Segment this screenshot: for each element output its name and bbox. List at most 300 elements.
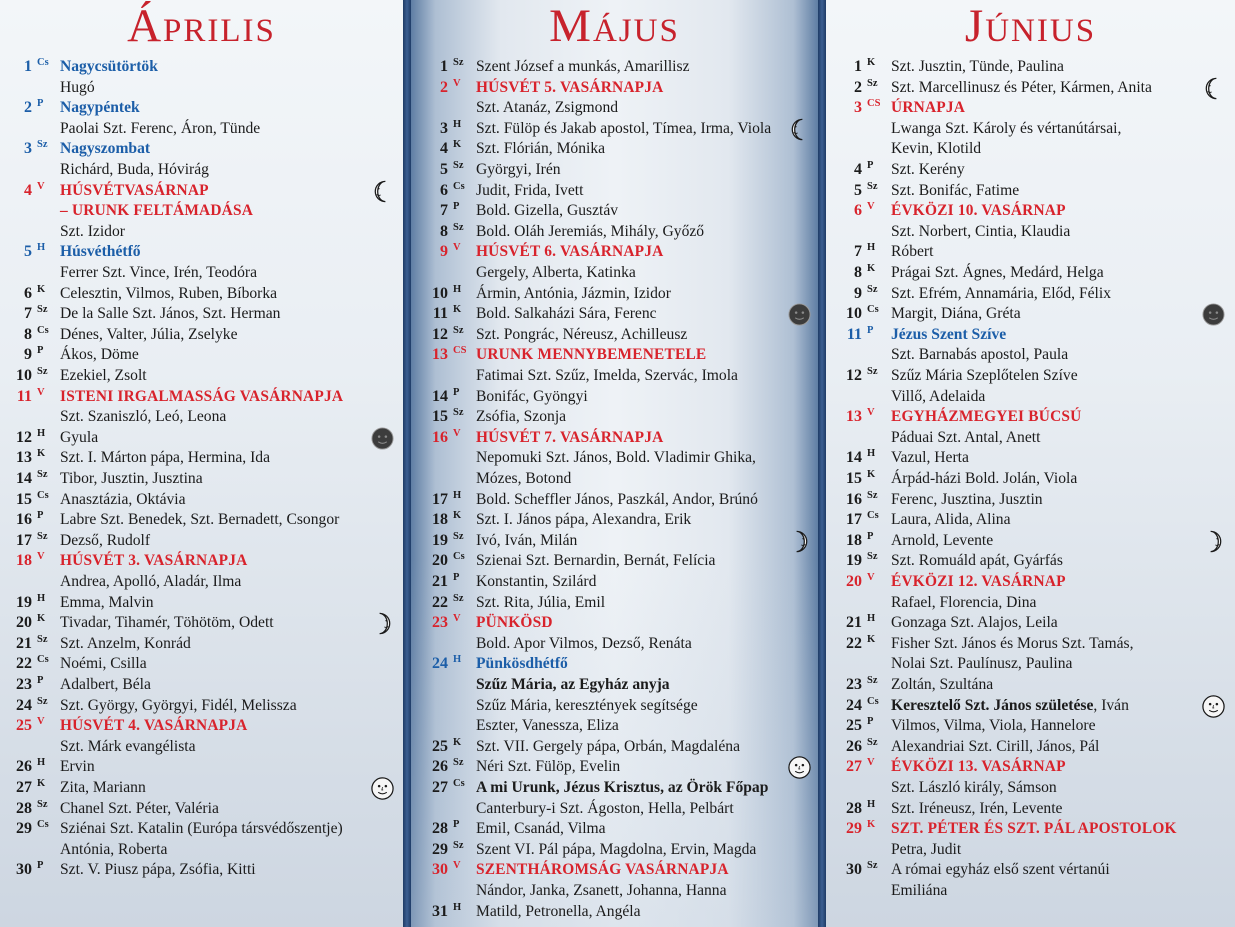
name-day-text bbox=[60, 469, 203, 490]
name-day-text bbox=[476, 160, 561, 181]
day-number: 17 bbox=[846, 511, 862, 529]
day-row-junius-25 bbox=[826, 716, 1235, 737]
feast-title bbox=[476, 613, 553, 634]
entry-text: Bold. Salkaházi Sára, Ferenc bbox=[476, 305, 657, 323]
day-number: 29 bbox=[432, 840, 448, 858]
entry-text: De la Salle Szt. János, Szt. Herman bbox=[60, 305, 281, 323]
day-number: 20 bbox=[846, 573, 862, 590]
entry-text: Szt. László király, Sámson bbox=[891, 779, 1057, 796]
name-day-text bbox=[60, 284, 277, 305]
day-row-majus-15 bbox=[411, 407, 818, 428]
weekday-abbreviation: Sz bbox=[867, 366, 878, 377]
weekday-abbreviation: K bbox=[37, 448, 46, 460]
entry-text: Arnold, Levente bbox=[891, 531, 994, 549]
day-row-continuation bbox=[826, 139, 1235, 160]
day-number: 27 bbox=[432, 779, 448, 796]
name-day-text bbox=[891, 139, 981, 160]
entry-text: Nolai Szt. Paulínusz, Paulina bbox=[891, 655, 1073, 673]
weekday-abbreviation: P bbox=[37, 345, 44, 357]
weekday-abbreviation: Sz bbox=[37, 469, 48, 480]
day-number: 14 bbox=[16, 470, 32, 487]
day-row-majus-31 bbox=[411, 902, 818, 923]
weekday-abbreviation: H bbox=[453, 118, 462, 130]
weekday-abbreviation: P bbox=[867, 160, 874, 171]
weekday-abbreviation: Sz bbox=[453, 324, 464, 336]
day-row-junius-3 bbox=[826, 98, 1235, 119]
day-number: 5 bbox=[440, 161, 448, 178]
day-row-junius-9 bbox=[826, 284, 1235, 305]
column-divider bbox=[818, 0, 826, 927]
day-number: 14 bbox=[846, 449, 862, 467]
weekday-abbreviation: CS bbox=[453, 345, 467, 357]
name-day-text bbox=[891, 263, 1104, 284]
entry-text: Gergely, Alberta, Katinka bbox=[476, 264, 636, 281]
entry-text: Paolai Szt. Ferenc, Áron, Tünde bbox=[60, 119, 261, 137]
day-number: 4 bbox=[854, 161, 862, 178]
entry-text: Szt. I. Márton pápa, Hermina, Ida bbox=[60, 449, 271, 467]
day-number: 3 bbox=[440, 119, 448, 137]
entry-text: Nagypéntek bbox=[60, 99, 140, 117]
name-day-text bbox=[476, 263, 636, 284]
day-number: 22 bbox=[846, 634, 862, 652]
day-number: 20 bbox=[16, 614, 32, 632]
day-row-majus-30 bbox=[411, 860, 818, 881]
name-day-text bbox=[476, 778, 768, 799]
feast-day-name bbox=[891, 325, 1006, 346]
day-row-majus-23 bbox=[411, 613, 818, 634]
day-row-majus-10 bbox=[411, 284, 818, 305]
weekday-abbreviation: K bbox=[867, 57, 876, 68]
entry-text: Szt. György, Györgyi, Fidél, Melissza bbox=[60, 696, 297, 714]
weekday-abbreviation: Sz bbox=[453, 839, 464, 851]
weekday-abbreviation: Sz bbox=[37, 139, 48, 151]
day-row-continuation bbox=[826, 593, 1235, 614]
entry-text: Szt. Rita, Júlia, Emil bbox=[476, 593, 606, 611]
feast-title bbox=[891, 201, 1066, 222]
day-number: 21 bbox=[432, 573, 448, 590]
weekday-abbreviation: K bbox=[37, 778, 46, 789]
feast-title bbox=[891, 407, 1081, 428]
day-row-continuation bbox=[826, 387, 1235, 408]
entry-text: ÉVKÖZI 13. VASÁRNAP bbox=[891, 758, 1066, 776]
day-number: 5 bbox=[24, 243, 32, 261]
name-day-text bbox=[476, 881, 727, 902]
name-day-text bbox=[60, 819, 343, 840]
entry-text: Mózes, Botond bbox=[476, 470, 572, 487]
entry-text: Dénes, Valter, Júlia, Zselyke bbox=[60, 325, 238, 343]
weekday-abbreviation: Cs bbox=[37, 57, 49, 68]
name-day-text bbox=[891, 675, 993, 696]
day-row-aprilis-19 bbox=[0, 593, 403, 614]
day-row-aprilis-29 bbox=[0, 819, 403, 840]
day-row-aprilis-26 bbox=[0, 757, 403, 778]
name-day-text bbox=[891, 613, 1058, 634]
day-row-majus-17 bbox=[411, 490, 818, 511]
name-day-text bbox=[60, 696, 297, 717]
weekday-abbreviation: P bbox=[867, 716, 874, 728]
name-day-text bbox=[891, 119, 1121, 140]
weekday-abbreviation: Sz bbox=[867, 860, 878, 872]
name-day-text bbox=[891, 634, 1133, 655]
day-number: 23 bbox=[846, 676, 862, 693]
entry-text: Ákos, Döme bbox=[60, 346, 139, 364]
name-day-text bbox=[891, 593, 1036, 614]
name-day-text bbox=[60, 407, 226, 428]
day-number: 6 bbox=[440, 181, 448, 199]
entry-text: Szt. Norbert, Cintia, Klaudia bbox=[891, 222, 1071, 240]
day-row-majus-2 bbox=[411, 78, 818, 99]
weekday-abbreviation: H bbox=[37, 427, 46, 439]
entry-text: HÚSVÉT 4. VASÁRNAPJA bbox=[60, 717, 248, 735]
entry-text: HÚSVÉT 3. VASÁRNAPJA bbox=[60, 552, 248, 570]
name-day-text bbox=[476, 119, 771, 140]
weekday-abbreviation: Cs bbox=[37, 324, 49, 336]
month-title-april: Április bbox=[127, 0, 276, 52]
day-row-continuation bbox=[411, 696, 818, 717]
name-day-text bbox=[891, 716, 1096, 737]
day-row-junius-2 bbox=[826, 78, 1235, 99]
name-day-text bbox=[476, 469, 571, 490]
weekday-abbreviation: V bbox=[37, 716, 45, 728]
entry-text: Antónia, Roberta bbox=[60, 840, 168, 858]
weekday-abbreviation: Sz bbox=[867, 180, 878, 192]
entry-text: Jézus Szent Szíve bbox=[891, 325, 1007, 343]
entry-text: Húsvéthétfő bbox=[60, 243, 141, 261]
day-row-aprilis-12 bbox=[0, 428, 403, 449]
entry-text: Nepomuki Szt. János, Bold. Vladimir Ghika, bbox=[476, 449, 756, 467]
day-number: 27 bbox=[846, 758, 862, 776]
weekday-abbreviation: V bbox=[453, 613, 461, 625]
entry-text: Szűz Mária, az Egyház anyja bbox=[476, 676, 670, 693]
entry-text: Szent VI. Pál pápa, Magdolna, Ervin, Magda bbox=[476, 840, 757, 858]
name-day-text bbox=[60, 119, 260, 140]
day-number: 12 bbox=[432, 325, 448, 343]
weekday-abbreviation: Cs bbox=[37, 654, 49, 666]
day-number: 26 bbox=[432, 758, 448, 776]
day-row-majus-28 bbox=[411, 819, 818, 840]
name-day-text bbox=[891, 778, 1057, 799]
day-row-aprilis-16 bbox=[0, 510, 403, 531]
entry-text: – URUNK FELTÁMADÁSA bbox=[60, 202, 254, 220]
entry-text: Szt. Atanáz, Zsigmond bbox=[476, 99, 619, 117]
weekday-abbreviation: K bbox=[867, 633, 876, 645]
day-number: 30 bbox=[846, 861, 862, 879]
day-number: 15 bbox=[16, 490, 32, 508]
name-day-text bbox=[476, 304, 657, 325]
entry-text: Villő, Adelaida bbox=[891, 387, 986, 405]
feast-title bbox=[60, 387, 343, 408]
entry-text: Alexandriai Szt. Cirill, János, Pál bbox=[891, 737, 1100, 755]
entry-text: Páduai Szt. Antal, Anett bbox=[891, 428, 1041, 446]
day-row-aprilis-9 bbox=[0, 345, 403, 366]
weekday-abbreviation: H bbox=[867, 242, 876, 254]
day-row-continuation bbox=[826, 840, 1235, 861]
last-quarter-moon-icon bbox=[370, 179, 395, 204]
weekday-abbreviation: V bbox=[453, 77, 461, 89]
day-row-majus-14 bbox=[411, 387, 818, 408]
weekday-abbreviation: V bbox=[37, 386, 45, 398]
day-row-junius-8 bbox=[826, 263, 1235, 284]
name-day-text bbox=[60, 222, 125, 243]
name-day-text bbox=[891, 222, 1070, 243]
name-day-text bbox=[891, 242, 933, 263]
entry-text: Kevin, Klotild bbox=[891, 140, 982, 158]
day-row-aprilis-20 bbox=[0, 613, 403, 634]
day-number: 24 bbox=[16, 696, 32, 714]
weekday-abbreviation: Cs bbox=[453, 180, 465, 192]
full-moon-icon bbox=[787, 755, 812, 780]
day-row-majus-26 bbox=[411, 757, 818, 778]
day-row-majus-13 bbox=[411, 345, 818, 366]
weekday-abbreviation: Sz bbox=[453, 221, 464, 233]
weekday-abbreviation: P bbox=[453, 386, 460, 398]
new-moon-icon bbox=[1201, 302, 1226, 327]
day-row-aprilis-22 bbox=[0, 654, 403, 675]
day-row-majus-27 bbox=[411, 778, 818, 799]
name-day-text bbox=[891, 160, 965, 181]
name-day-text bbox=[476, 572, 596, 593]
month-column-may bbox=[411, 0, 818, 927]
weekday-abbreviation: Sz bbox=[867, 736, 878, 748]
entry-text: EGYHÁZMEGYEI BÚCSÚ bbox=[891, 408, 1082, 426]
day-number: 24 bbox=[432, 655, 448, 673]
feast-title bbox=[476, 242, 663, 263]
entry-text: Anasztázia, Oktávia bbox=[60, 490, 186, 508]
entry-text: PÜNKÖSD bbox=[476, 614, 553, 632]
day-number: 13 bbox=[16, 449, 32, 467]
day-row-aprilis-21 bbox=[0, 634, 403, 655]
name-day-text bbox=[60, 860, 256, 881]
day-row-junius-5 bbox=[826, 181, 1235, 202]
day-row-continuation bbox=[0, 737, 403, 758]
weekday-abbreviation: H bbox=[37, 242, 46, 254]
day-row-majus-12 bbox=[411, 325, 818, 346]
name-day-text bbox=[60, 737, 196, 758]
entry-text: A mi Urunk, Jézus Krisztus, az Örök Főpap bbox=[476, 779, 769, 796]
month-column-june bbox=[826, 0, 1235, 927]
day-number: 25 bbox=[846, 717, 862, 735]
day-number: 27 bbox=[16, 779, 32, 796]
weekday-abbreviation: K bbox=[453, 304, 462, 316]
entry-text: Matild, Petronella, Angéla bbox=[476, 902, 641, 920]
name-day-text bbox=[60, 448, 270, 469]
day-number: 6 bbox=[854, 202, 862, 220]
day-row-aprilis-4 bbox=[0, 181, 403, 202]
name-day-text bbox=[60, 531, 150, 552]
day-row-majus-6 bbox=[411, 181, 818, 202]
day-number: 1 bbox=[854, 58, 862, 75]
day-number: 19 bbox=[16, 593, 32, 611]
weekday-abbreviation: V bbox=[867, 407, 875, 419]
day-number: 24 bbox=[846, 696, 862, 714]
weekday-abbreviation: Sz bbox=[867, 551, 878, 563]
entry-text: ISTENI IRGALMASSÁG VASÁRNAPJA bbox=[60, 387, 344, 405]
weekday-abbreviation: H bbox=[37, 757, 46, 769]
name-day-text bbox=[60, 78, 95, 99]
day-row-majus-20 bbox=[411, 551, 818, 572]
full-moon-icon bbox=[370, 776, 395, 801]
entry-text: Judit, Frida, Ivett bbox=[476, 181, 584, 199]
name-day-text bbox=[476, 510, 691, 531]
weekday-abbreviation: P bbox=[37, 675, 44, 686]
weekday-abbreviation: K bbox=[453, 510, 462, 522]
entry-text: Prágai Szt. Ágnes, Medárd, Helga bbox=[891, 264, 1104, 281]
weekday-abbreviation: Sz bbox=[37, 633, 48, 645]
feast-title bbox=[476, 345, 706, 366]
entry-text: Emiliána bbox=[891, 882, 948, 899]
day-number: 30 bbox=[16, 861, 32, 879]
day-number: 25 bbox=[432, 737, 448, 755]
day-row-continuation bbox=[826, 778, 1235, 799]
day-number: 25 bbox=[16, 717, 32, 735]
entry-text: Szt. Barnabás apostol, Paula bbox=[891, 346, 1069, 364]
first-quarter-moon-icon bbox=[370, 611, 395, 636]
day-row-continuation bbox=[411, 634, 818, 655]
entry-text: Györgyi, Irén bbox=[476, 161, 561, 178]
new-moon-icon bbox=[787, 302, 812, 327]
day-number: 14 bbox=[432, 387, 448, 405]
name-day-text bbox=[60, 325, 238, 346]
name-day-text bbox=[476, 222, 704, 243]
weekday-abbreviation: Sz bbox=[453, 160, 464, 171]
weekday-abbreviation: Cs bbox=[453, 551, 465, 563]
day-row-junius-22 bbox=[826, 634, 1235, 655]
feast-title bbox=[60, 201, 253, 222]
weekday-abbreviation: Sz bbox=[453, 57, 464, 68]
day-number: 18 bbox=[16, 552, 32, 570]
name-day-text bbox=[476, 201, 618, 222]
name-day-text bbox=[60, 840, 167, 861]
weekday-abbreviation: CS bbox=[867, 98, 881, 110]
entry-text: Fatimai Szt. Szűz, Imelda, Szervác, Imola bbox=[476, 367, 738, 384]
day-number: 16 bbox=[16, 511, 32, 529]
entry-text: Bold. Gizella, Gusztáv bbox=[476, 202, 619, 220]
day-row-junius-11 bbox=[826, 325, 1235, 346]
day-number: 2 bbox=[24, 99, 32, 117]
day-number: 15 bbox=[846, 470, 862, 487]
weekday-abbreviation: Sz bbox=[867, 283, 878, 295]
day-row-aprilis-24 bbox=[0, 696, 403, 717]
entry-text: Zsófia, Szonja bbox=[476, 408, 567, 426]
day-row-junius-7 bbox=[826, 242, 1235, 263]
feast-title bbox=[60, 551, 247, 572]
weekday-abbreviation: V bbox=[867, 572, 875, 583]
day-row-majus-16 bbox=[411, 428, 818, 449]
day-number: 3 bbox=[24, 140, 32, 158]
name-day-text bbox=[60, 778, 146, 799]
entry-text: Szt. Márk evangélista bbox=[60, 737, 196, 755]
day-row-continuation bbox=[0, 407, 403, 428]
weekday-abbreviation: Sz bbox=[453, 530, 464, 542]
name-day-text bbox=[891, 696, 1129, 717]
name-day-text bbox=[476, 181, 583, 202]
day-row-continuation bbox=[411, 469, 818, 490]
name-day-text bbox=[476, 387, 588, 408]
name-day-text bbox=[891, 737, 1099, 758]
day-row-continuation bbox=[0, 160, 403, 181]
feast-day-name bbox=[60, 57, 158, 78]
name-day-text bbox=[60, 304, 280, 325]
day-number: 3 bbox=[854, 99, 862, 117]
day-row-majus-21 bbox=[411, 572, 818, 593]
entry-text: Szt. Bonifác, Fatime bbox=[891, 181, 1020, 199]
name-day-text bbox=[476, 551, 715, 572]
entry-text: Nándor, Janka, Zsanett, Johanna, Hanna bbox=[476, 882, 727, 899]
name-day-text bbox=[60, 613, 274, 634]
entry-text: Szt. I. János pápa, Alexandra, Erik bbox=[476, 511, 692, 529]
day-row-aprilis-28 bbox=[0, 799, 403, 820]
entry-text: HÚSVÉT 5. VASÁRNAPJA bbox=[476, 78, 664, 96]
name-day-text bbox=[891, 78, 1152, 99]
day-number: 8 bbox=[854, 264, 862, 281]
name-day-text bbox=[60, 160, 209, 181]
day-number: 21 bbox=[846, 614, 862, 632]
weekday-abbreviation: K bbox=[37, 613, 46, 625]
day-number: 26 bbox=[846, 737, 862, 755]
day-number: 11 bbox=[846, 325, 862, 343]
entry-text: Ferenc, Jusztina, Jusztin bbox=[891, 490, 1043, 508]
weekday-abbreviation: V bbox=[867, 201, 875, 213]
name-day-text bbox=[891, 551, 1063, 572]
day-row-aprilis-5 bbox=[0, 242, 403, 263]
weekday-abbreviation: H bbox=[867, 798, 876, 810]
day-row-junius-28 bbox=[826, 799, 1235, 820]
entry-text: Gyula bbox=[60, 428, 99, 446]
weekday-abbreviation: H bbox=[37, 592, 46, 604]
entry-text: Bold. Apor Vilmos, Dezső, Renáta bbox=[476, 634, 692, 652]
entry-text: Bold. Oláh Jeremiás, Mihály, Győző bbox=[476, 222, 705, 240]
day-number: 2 bbox=[440, 78, 448, 96]
day-row-junius-17 bbox=[826, 510, 1235, 531]
entry-text: A római egyház első szent vértanúi bbox=[891, 861, 1110, 879]
name-day-text bbox=[476, 490, 758, 511]
day-row-continuation bbox=[826, 428, 1235, 449]
day-row-aprilis-2 bbox=[0, 98, 403, 119]
day-row-majus-19 bbox=[411, 531, 818, 552]
weekday-abbreviation: V bbox=[453, 860, 461, 872]
entry-text: Zita, Mariann bbox=[60, 779, 146, 796]
entry-text: Nagyszombat bbox=[60, 140, 151, 158]
day-row-continuation bbox=[411, 675, 818, 696]
day-row-junius-14 bbox=[826, 448, 1235, 469]
day-number: 18 bbox=[846, 531, 862, 549]
day-row-aprilis-3 bbox=[0, 139, 403, 160]
weekday-abbreviation: Cs bbox=[37, 489, 49, 501]
name-day-text bbox=[891, 799, 1062, 820]
day-row-junius-12 bbox=[826, 366, 1235, 387]
day-number: 28 bbox=[16, 799, 32, 817]
day-number: 13 bbox=[432, 346, 448, 364]
name-day-text bbox=[60, 799, 219, 820]
name-day-text bbox=[891, 531, 993, 552]
entry-text: Vazul, Herta bbox=[891, 449, 969, 467]
day-row-majus-8 bbox=[411, 222, 818, 243]
entry-text: Szent József a munkás, Amarillisz bbox=[476, 58, 690, 75]
entry-text: Néri Szt. Fülöp, Evelin bbox=[476, 758, 621, 776]
day-row-continuation bbox=[0, 119, 403, 140]
day-row-continuation bbox=[0, 78, 403, 99]
name-day-text bbox=[476, 325, 687, 346]
name-day-text bbox=[891, 448, 969, 469]
new-moon-icon bbox=[370, 426, 395, 451]
name-day-text bbox=[476, 716, 619, 737]
day-row-continuation bbox=[411, 448, 818, 469]
name-day-text bbox=[891, 428, 1040, 449]
day-number: 7 bbox=[24, 305, 32, 323]
day-number: 18 bbox=[432, 511, 448, 529]
weekday-abbreviation: Sz bbox=[37, 304, 48, 316]
weekday-abbreviation: K bbox=[37, 283, 46, 295]
